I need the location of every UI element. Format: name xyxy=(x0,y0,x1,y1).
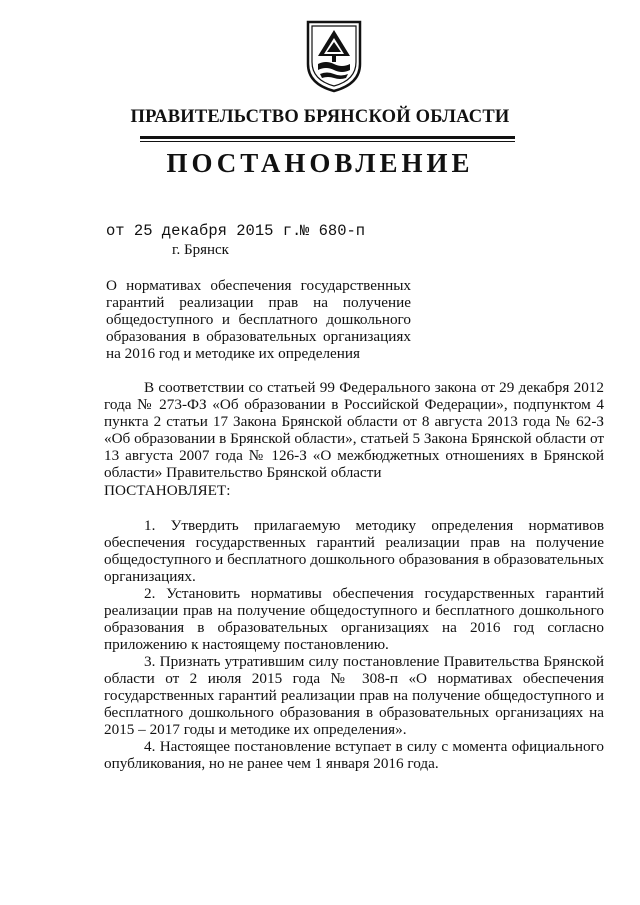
document-number: № 680-п xyxy=(300,222,366,240)
decree-word: ПОСТАНОВЛЯЕТ: xyxy=(104,482,231,499)
decree-items xyxy=(104,517,604,772)
decree-item-1: 1. Утвердить прилагаемую методику определения нормативов обеспечения государственных гарантий реализации прав на получение общедоступного и бесплатного дошкольного образования в образовательных организациях. xyxy=(104,517,604,585)
document-subject: О нормативах обеспечения государственных гарантий реализации прав на получение общедоступного и бесплатного дошкольного образования в образовательных организациях на 2016 год и методике их определения xyxy=(106,277,411,362)
decree-item-2: 2. Установить нормативы обеспечения государственных гарантий реализации прав на получение общедоступного и бесплатного дошкольного образования в образовательных организациях на 2016 год согласно приложению к настоящему постановлению. xyxy=(104,585,604,653)
preamble-paragraph: В соответствии со статьей 99 Федерального закона от 29 декабря 2012 года № 273-ФЗ «Об образовании в Российской Федерации», подпунктом 4 пункта 2 статьи 17 Закона Брянской области от 8 августа 2013 года № 62-З «Об образовании в Брянской области», статьей 5 Закона Брянской области от 13 августа 2007 года № 126-З «О межбюджетных отношениях в Брянской области» Правительство Брянской области xyxy=(104,379,604,481)
coat-of-arms-icon xyxy=(304,18,364,94)
decree-item-4: 4. Настоящее постановление вступает в силу с момента официального опубликования, но не ранее чем 1 января 2016 года. xyxy=(104,738,604,772)
document-type-title: ПОСТАНОВЛЕНИЕ xyxy=(166,148,474,178)
header-rule-thin xyxy=(140,141,515,142)
organization-name: ПРАВИТЕЛЬСТВО БРЯНСКОЙ ОБЛАСТИ xyxy=(130,107,510,127)
document-date: от 25 декабря 2015 г. xyxy=(106,222,302,240)
document-city: г. Брянск xyxy=(172,242,229,258)
decree-item-3: 3. Признать утратившим силу постановление Правительства Брянской области от 2 июля 2015 года № 308-п «О нормативах обеспечения государственных гарантий реализации прав на получение общедоступного и бесплатного дошкольного образования в образовательных организациях на 2015 – 2017 годы и методике их определения». xyxy=(104,653,604,738)
header-rule-thick xyxy=(140,136,515,139)
